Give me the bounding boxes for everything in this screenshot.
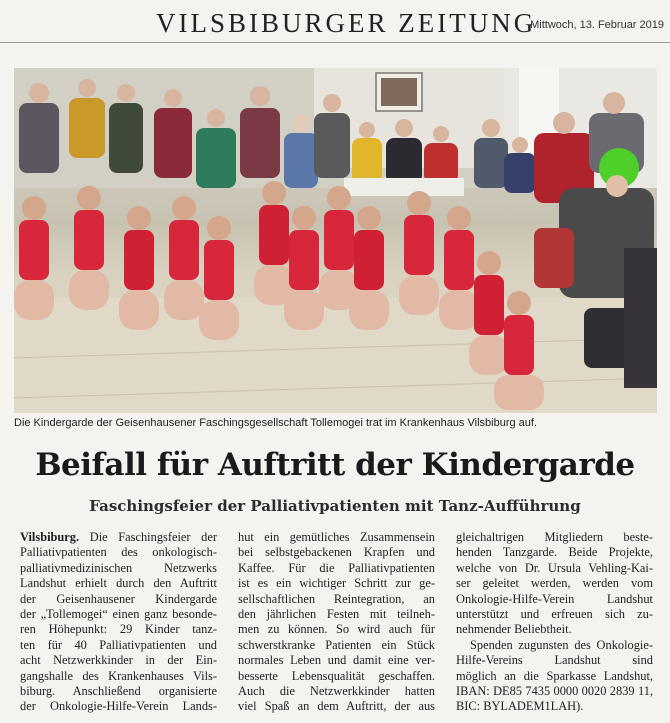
masthead-rule xyxy=(0,42,670,43)
article-line: biburg. Anschließend organisierte xyxy=(20,683,217,698)
article-subheadline: Faschingsfeier der Palliativpatienten mit Tanz-Aufführung xyxy=(89,497,581,515)
article-line: Landshut erhielt durch den Auftritt xyxy=(20,576,217,591)
issue-date: Mittwoch, 13. Februar 2019 xyxy=(530,19,664,31)
article-line: acht Netzwerkkinder in der Ein- xyxy=(20,653,217,668)
article-line: unterstützt und erfreuen sich zu- xyxy=(456,606,653,621)
article-line: viel Spaß an dem Auftritt, der aus xyxy=(238,699,435,714)
article-line: der „Tollemogei“ einen ganz besonde- xyxy=(20,606,217,621)
article-line: ser geleitet werden, werden vom xyxy=(456,576,653,591)
article-line: bei selbstgebackenen Krapfen und xyxy=(238,545,435,560)
photo-caption: Die Kindergarde der Geisenhausener Faschingsgesellschaft Tollemogei trat im Krankenhaus Vilsbiburg auf. xyxy=(14,417,537,429)
article-line: den jährlichen Festen mit teilneh- xyxy=(238,606,435,621)
article-line: Hilfe-Vereins Landshut sind xyxy=(456,653,653,668)
article-line xyxy=(20,530,217,545)
article-line: Kaffee. Für die Palliativpatienten xyxy=(238,560,435,575)
article-line: Onkologie-Hilfe-Verein Landshut xyxy=(456,591,653,606)
article-line: men zu können. So wird auch für xyxy=(238,622,435,637)
article-line: Spenden zugunsten des Onkologie- xyxy=(470,637,653,652)
article-line: palliativmedizinischen Netzwerks xyxy=(20,560,217,575)
article-line: IBAN: DE85 7435 0000 0020 2839 11, xyxy=(456,683,653,698)
kindergarde-photo-illustration xyxy=(14,68,657,413)
article-line: gleichaltrigen Mitgliedern beste- xyxy=(456,530,653,544)
article-line: schwerstkranke Patienten ein Stück xyxy=(238,637,435,652)
article-line: möglich an die Sparkasse Landshut, xyxy=(456,668,653,683)
article-line: Palliativpatienten des onkologisch- xyxy=(20,545,217,560)
article-line: BIC: BYLADEM1LAH). xyxy=(456,699,584,714)
article-photo xyxy=(14,68,657,413)
article-line: normales Leben und damit eine ver- xyxy=(238,653,435,668)
article-line: besserte Lebensqualität geschaffen. xyxy=(238,668,435,683)
article-line: gangshalle des Krankenhauses Vils- xyxy=(20,668,217,683)
article-line: ren Höhepunkt: 29 Kinder tanz- xyxy=(20,622,217,637)
article-line-text: Die Faschingsfeier der xyxy=(79,530,217,544)
article-line: nehmender Beliebtheit. xyxy=(456,622,572,637)
article-column-3 xyxy=(456,530,653,715)
article-line: der Geisenhausener Kindergarde xyxy=(20,591,217,606)
article-line: sellschaftlichen Reintegration, an xyxy=(238,591,435,606)
article-headline: Beifall für Auftritt der Kindergarde xyxy=(35,447,635,483)
article-line: ten für 40 Palliativpatienten und xyxy=(20,637,217,652)
article-line: henden Tanzgarde. Beide Projekte, xyxy=(456,545,653,560)
masthead xyxy=(0,0,670,46)
article-dateline: Vilsbiburg. xyxy=(20,530,80,544)
article-line: Auch die Netzwerkkinder hatten xyxy=(238,683,435,698)
article-line: welche von Dr. Ursula Vehling-Kai- xyxy=(456,560,653,575)
article-column-1 xyxy=(20,530,217,715)
article-line: ist es ein wichtiger Schritt zur ge- xyxy=(238,576,435,591)
article-line: der Onkologie-Hilfe-Verein Lands- xyxy=(20,699,217,714)
newspaper-name: VILSBIBURGER ZEITUNG xyxy=(156,8,537,38)
article-line: hut ein gemütliches Zusammensein xyxy=(238,530,435,544)
article-column-2 xyxy=(238,530,435,715)
